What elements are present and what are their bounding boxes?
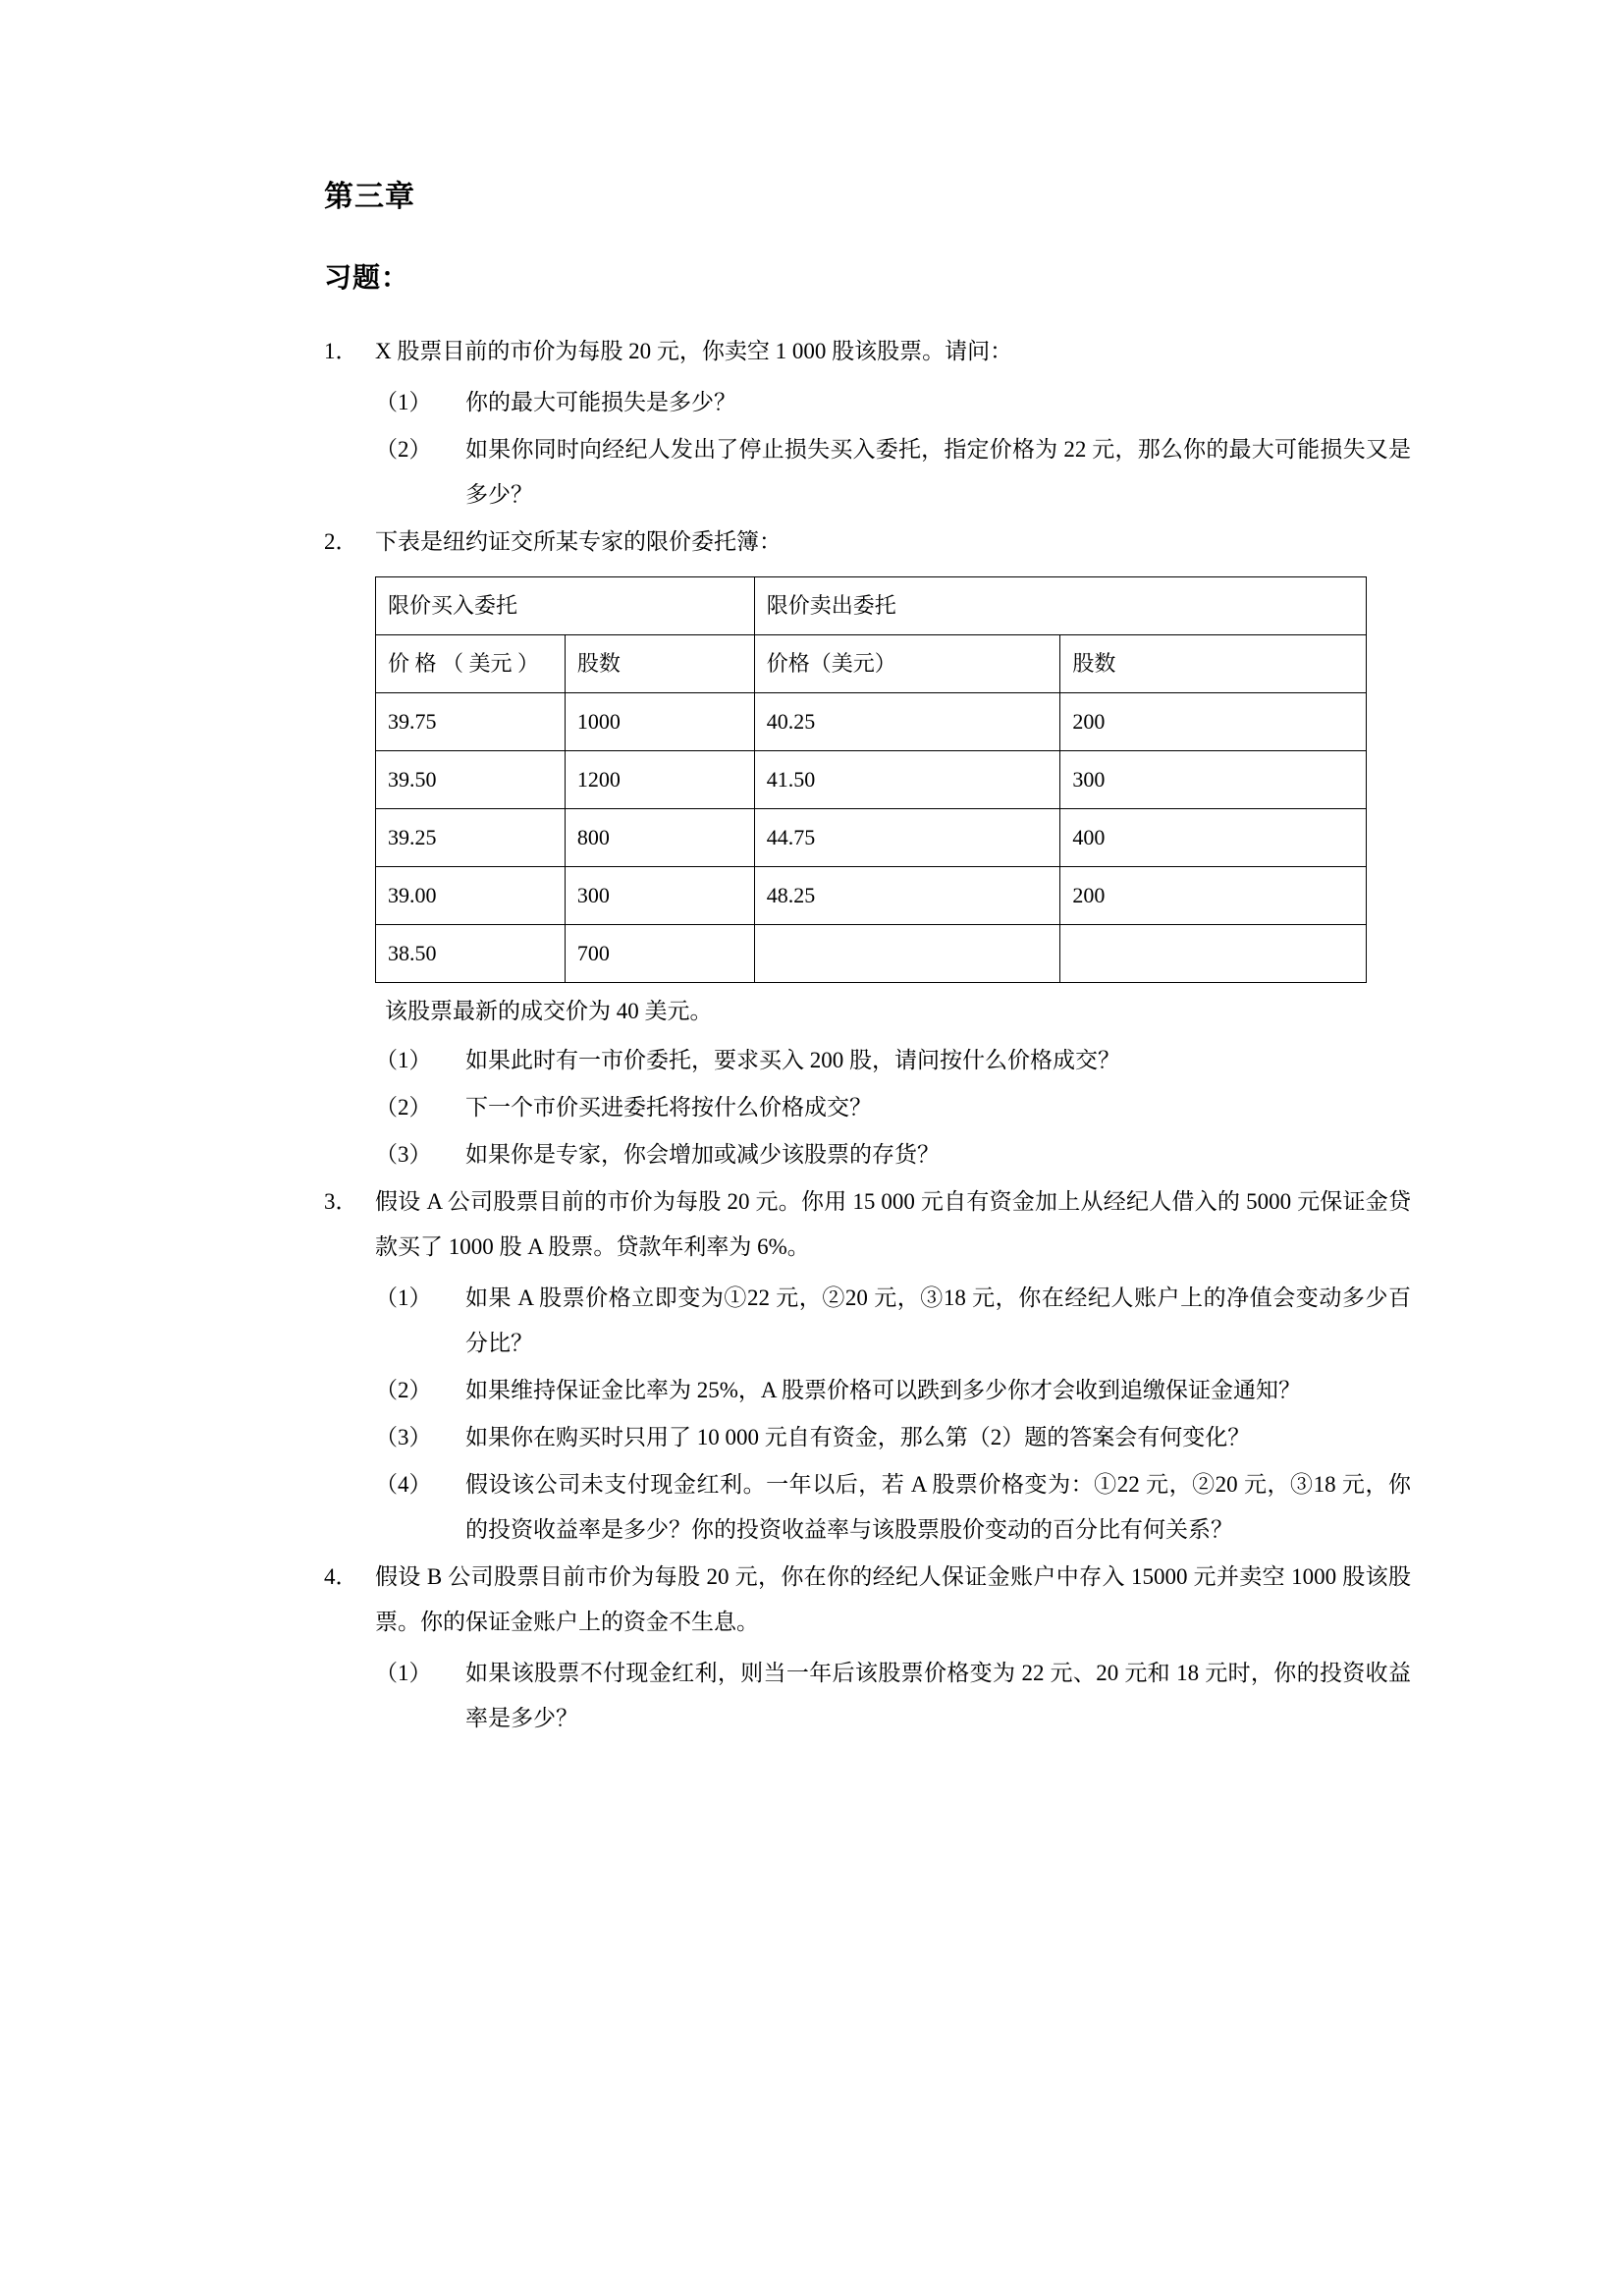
table-row bbox=[376, 693, 1367, 751]
sub-question-text: 如果该股票不付现金红利，则当一年后该股票价格变为 22 元、20 元和 18 元时，你的投资收益率是多少？ bbox=[465, 1661, 1411, 1730]
cell-sell-shares: 400 bbox=[1060, 809, 1367, 867]
sub-question-item bbox=[375, 1415, 1411, 1460]
table-header-row bbox=[376, 577, 1367, 635]
sub-question-item bbox=[375, 1276, 1411, 1366]
sub-question-item bbox=[375, 1651, 1411, 1741]
question-number: 3． bbox=[324, 1189, 358, 1214]
sub-question-text: 如果维持保证金比率为 25%，A 股票价格可以跌到多少你才会收到追缴保证金通知？ bbox=[465, 1378, 1301, 1402]
sub-question-text: 下一个市价买进委托将按什么价格成交？ bbox=[465, 1095, 872, 1120]
table-header-sell: 限价卖出委托 bbox=[754, 577, 1366, 635]
table-row bbox=[376, 809, 1367, 867]
question-text: 假设 A 公司股票目前的市价为每股 20 元。你用 15 000 元自有资金加上从经纪人借入的 5000 元保证金贷款买了 1000 股 A 股票。贷款年利率为 6%。 bbox=[375, 1189, 1411, 1259]
sub-question-text: 如果你是专家，你会增加或减少该股票的存货？ bbox=[465, 1142, 940, 1167]
question-text: 下表是纽约证交所某专家的限价委托簿： bbox=[375, 529, 782, 554]
sub-question-number: （1） bbox=[375, 1048, 432, 1072]
cell-sell-shares bbox=[1060, 925, 1367, 983]
sub-question-number: （4） bbox=[375, 1472, 432, 1497]
cell-buy-shares: 800 bbox=[565, 809, 754, 867]
cell-buy-price: 39.50 bbox=[376, 751, 566, 809]
cell-buy-shares: 1200 bbox=[565, 751, 754, 809]
table-row bbox=[376, 867, 1367, 925]
cell-sell-price: 48.25 bbox=[754, 867, 1060, 925]
sub-question-number: （3） bbox=[375, 1425, 432, 1449]
question-text: X 股票目前的市价为每股 20 元，你卖空 1 000 股该股票。请问： bbox=[375, 339, 1013, 363]
sub-question-item bbox=[375, 1132, 1411, 1177]
sub-question-number: （2） bbox=[375, 1095, 432, 1120]
column-sell-shares: 股数 bbox=[1060, 635, 1367, 693]
cell-sell-price: 40.25 bbox=[754, 693, 1060, 751]
sub-question-text: 假设该公司未支付现金红利。一年以后，若 A 股票价格变为：①22 元，②20 元，③18 元，你的投资收益率是多少？你的投资收益率与该股票股价变动的百分比有何关系？ bbox=[465, 1472, 1411, 1542]
table-row bbox=[376, 751, 1367, 809]
question-number: 4． bbox=[324, 1564, 358, 1589]
sub-question-item bbox=[375, 427, 1411, 518]
column-sell-price: 价格（美元） bbox=[754, 635, 1060, 693]
column-buy-shares: 股数 bbox=[565, 635, 754, 693]
cell-sell-shares: 300 bbox=[1060, 751, 1367, 809]
question-item bbox=[324, 519, 1411, 565]
question-number: 1． bbox=[324, 339, 358, 363]
question-number: 2． bbox=[324, 529, 358, 554]
sub-question-number: （1） bbox=[375, 1661, 432, 1685]
table-header-buy: 限价买入委托 bbox=[376, 577, 755, 635]
sub-question-item bbox=[375, 1368, 1411, 1413]
sub-question-number: （3） bbox=[375, 1142, 432, 1167]
sub-question-number: （1） bbox=[375, 1285, 432, 1310]
sub-question-item bbox=[375, 1085, 1411, 1130]
cell-sell-price: 44.75 bbox=[754, 809, 1060, 867]
question-text: 假设 B 公司股票目前市价为每股 20 元，你在你的经纪人保证金账户中存入 15000 元并卖空 1000 股该股票。你的保证金账户上的资金不生息。 bbox=[375, 1564, 1411, 1634]
question-item bbox=[324, 1555, 1411, 1645]
sub-question-text: 你的最大可能损失是多少？ bbox=[465, 390, 736, 414]
cell-buy-shares: 300 bbox=[565, 867, 754, 925]
question-item bbox=[324, 1179, 1411, 1270]
sub-question-number: （2） bbox=[375, 1378, 432, 1402]
sub-question-item bbox=[375, 380, 1411, 425]
limit-order-book-table bbox=[375, 576, 1367, 983]
section-title: 习题： bbox=[324, 261, 410, 294]
sub-question-item bbox=[375, 1462, 1411, 1553]
question-item bbox=[324, 329, 1411, 374]
cell-buy-shares: 700 bbox=[565, 925, 754, 983]
cell-buy-price: 39.00 bbox=[376, 867, 566, 925]
column-buy-price: 价 格 （ 美元 ） bbox=[376, 635, 566, 693]
table-row bbox=[376, 925, 1367, 983]
cell-buy-price: 39.75 bbox=[376, 693, 566, 751]
cell-sell-price bbox=[754, 925, 1060, 983]
cell-sell-shares: 200 bbox=[1060, 693, 1367, 751]
cell-buy-price: 38.50 bbox=[376, 925, 566, 983]
sub-question-item bbox=[375, 1038, 1411, 1083]
sub-question-text: 如果此时有一市价委托，要求买入 200 股，请问按什么价格成交？ bbox=[465, 1048, 1120, 1072]
chapter-title: 第三章 bbox=[324, 180, 415, 214]
cell-buy-price: 39.25 bbox=[376, 809, 566, 867]
cell-sell-price: 41.50 bbox=[754, 751, 1060, 809]
sub-question-number: （2） bbox=[375, 437, 432, 462]
sub-question-number: （1） bbox=[375, 390, 432, 414]
cell-sell-shares: 200 bbox=[1060, 867, 1367, 925]
sub-question-text: 如果你在购买时只用了 10 000 元自有资金，那么第（2）题的答案会有何变化？ bbox=[465, 1425, 1251, 1449]
cell-buy-shares: 1000 bbox=[565, 693, 754, 751]
table-column-row bbox=[376, 635, 1367, 693]
table-note: 该股票最新的成交价为 40 美元。 bbox=[385, 999, 713, 1023]
sub-question-text: 如果 A 股票价格立即变为①22 元，②20 元，③18 元，你在经纪人账户上的净值会变动多少百分比？ bbox=[465, 1285, 1411, 1355]
sub-question-text: 如果你同时向经纪人发出了停止损失买入委托，指定价格为 22 元，那么你的最大可能损失又是多少？ bbox=[465, 437, 1411, 507]
